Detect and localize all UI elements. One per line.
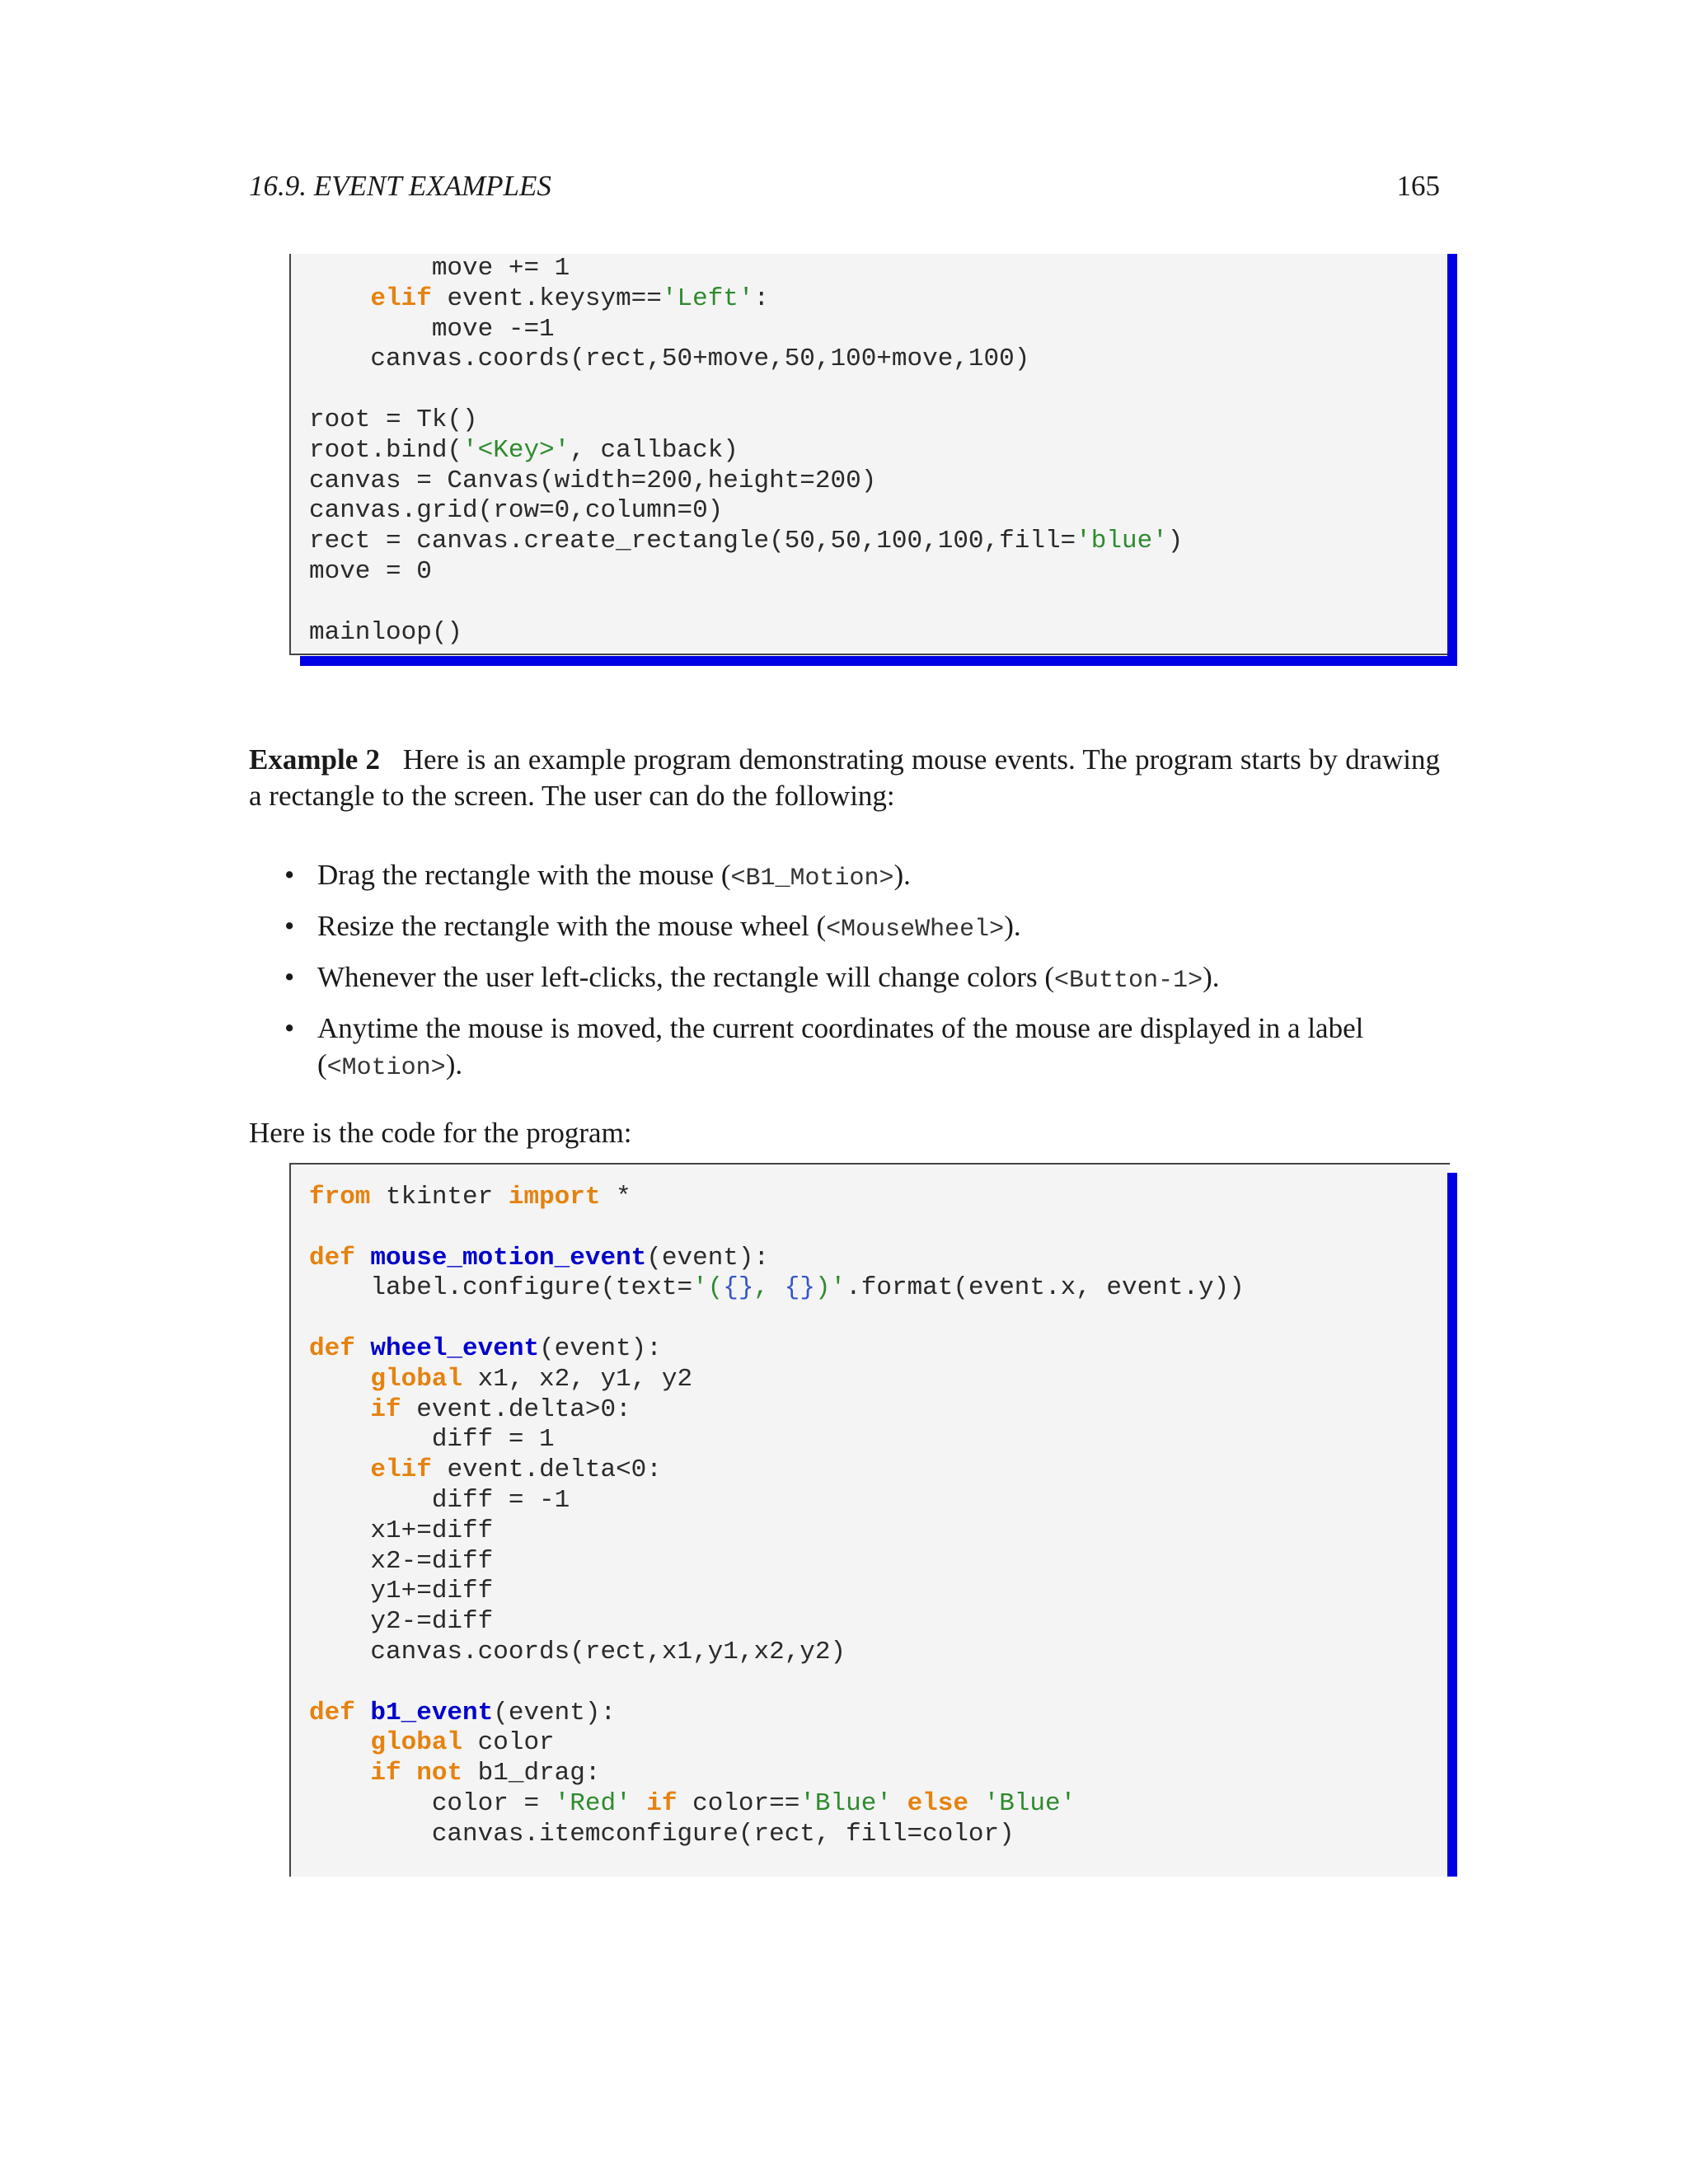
code-line: def b1_event(event): <box>309 1698 617 1727</box>
code-line: color = 'Red' if color=='Blue' else 'Blue' <box>309 1788 1076 1818</box>
code-line: global color <box>370 1728 555 1758</box>
code-line <box>309 1304 1245 1334</box>
code-block-mouse-example <box>289 1163 1450 1877</box>
bullet-icon: • <box>284 859 295 891</box>
example-paragraph <box>249 742 1440 814</box>
inline-code: <Button-1> <box>1054 967 1203 995</box>
code-block-shadow-right <box>1447 254 1457 666</box>
code-block-keyboard-example <box>289 254 1450 655</box>
code-listing <box>309 254 1183 648</box>
feature-list <box>284 857 1440 1098</box>
code-line: rect = canvas.create_rectangle(50,50,100,100,fill='blue') <box>309 527 1184 556</box>
list-item: • Drag the rectangle with the mouse (<B1_Motion>). <box>284 859 911 893</box>
code-line: def wheel_event(event): <box>309 1333 662 1363</box>
code-line <box>309 1668 1245 1699</box>
code-line: move = 0 <box>309 556 432 586</box>
code-line: y1+=diff <box>309 1577 494 1606</box>
code-line: elif event.delta<0: <box>370 1455 662 1485</box>
list-item: • Whenever the user left-clicks, the rectangle will change colors (<Button-1>). <box>284 961 1220 995</box>
code-line: if event.delta>0: <box>370 1394 631 1424</box>
code-line: mainloop() <box>309 617 463 647</box>
code-line: move += 1 <box>309 254 570 283</box>
code-block-shadow-right <box>1447 1173 1457 1877</box>
page-header <box>249 170 1440 206</box>
code-line: move -=1 <box>309 314 555 344</box>
inline-code: <Motion> <box>326 1054 446 1082</box>
code-line <box>309 588 1183 618</box>
code-line: elif event.keysym=='Left': <box>370 284 770 313</box>
code-intro: Here is the code for the program: <box>249 1117 632 1149</box>
example-text: Here is an example program demonstrating mouse events. The program starts by drawing a rectangle to the screen. The user can do the following: <box>249 743 1440 812</box>
list-item: • Resize the rectangle with the mouse wheel (<MouseWheel>). <box>284 910 1021 944</box>
code-line: x2-=diff <box>309 1546 494 1576</box>
list-item: • Anytime the mouse is moved, the current coordinates of the mouse are displayed in a label (<Motion>). <box>284 1012 1364 1082</box>
code-line: canvas = Canvas(width=200,height=200) <box>309 466 877 495</box>
code-line: root = Tk() <box>309 405 478 434</box>
code-line <box>309 1213 1245 1244</box>
code-line: diff = 1 <box>309 1425 555 1455</box>
code-line: canvas.itemconfigure(rect, fill=color) <box>309 1819 1015 1849</box>
code-line: diff = -1 <box>309 1485 570 1515</box>
code-line <box>309 375 1183 405</box>
page-number: 165 <box>1396 170 1440 202</box>
code-line: canvas.grid(row=0,column=0) <box>309 496 724 526</box>
inline-code: <MouseWheel> <box>826 916 1005 944</box>
section-title: 16.9. EVENT EXAMPLES <box>249 170 551 202</box>
bullet-icon: • <box>284 961 295 993</box>
inline-code: <B1_Motion> <box>730 865 894 893</box>
code-line: from tkinter import * <box>309 1183 631 1212</box>
bullet-icon: • <box>284 1012 295 1044</box>
code-line: x1+=diff <box>309 1516 494 1545</box>
code-listing <box>309 1183 1245 1850</box>
code-line: if not b1_drag: <box>370 1759 601 1788</box>
code-line: canvas.coords(rect,50+move,50,100+move,100) <box>309 344 1030 374</box>
example-label: Example 2 <box>249 743 380 776</box>
bullet-icon: • <box>284 910 295 942</box>
code-line: y2-=diff <box>309 1607 494 1637</box>
code-line: label.configure(text='({}, {})'.format(event.x, event.y)) <box>309 1273 1245 1303</box>
code-block-shadow-bottom <box>300 656 1457 666</box>
code-line: def mouse_motion_event(event): <box>309 1243 770 1272</box>
code-line: canvas.coords(rect,x1,y1,x2,y2) <box>309 1637 846 1666</box>
code-line: root.bind('<Key>', callback) <box>309 435 738 465</box>
code-line: global x1, x2, y1, y2 <box>370 1364 693 1394</box>
